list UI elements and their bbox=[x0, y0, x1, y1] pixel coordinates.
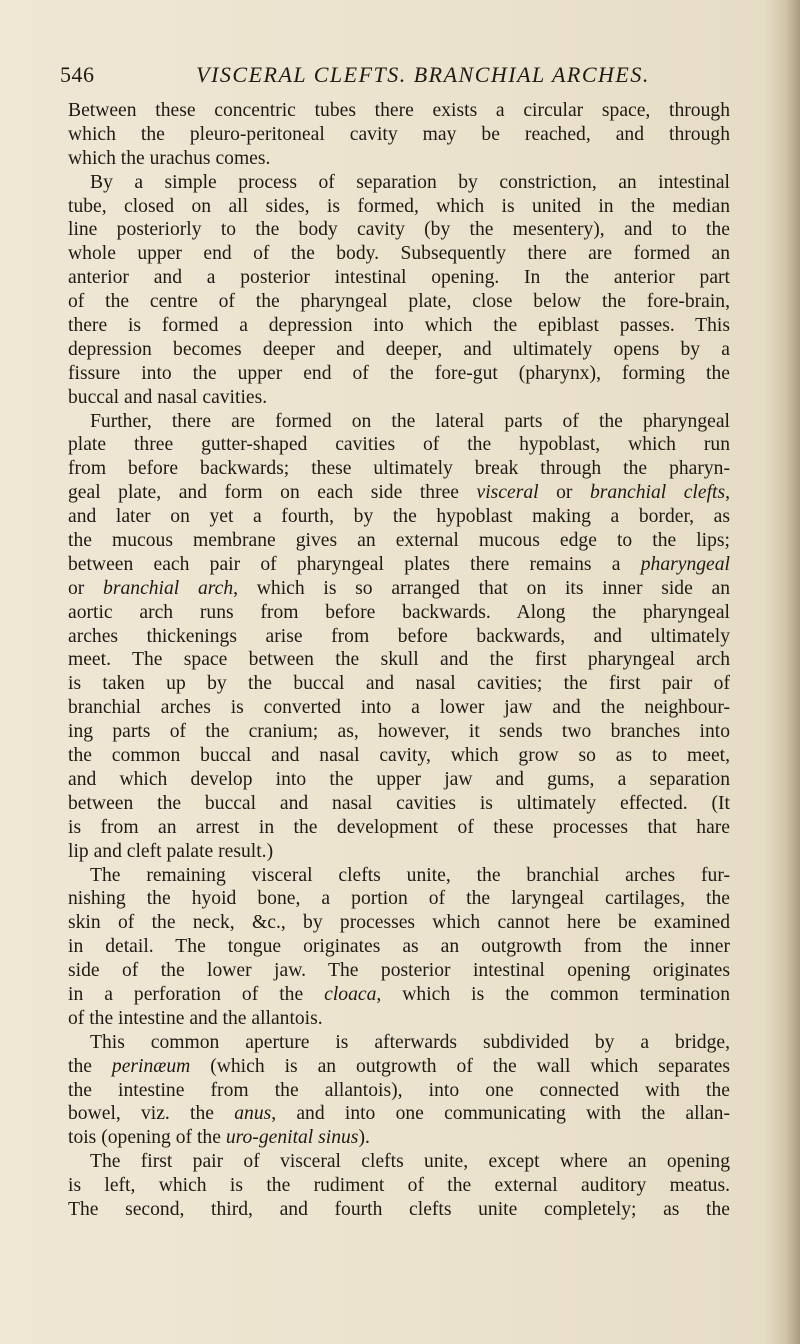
text-line bbox=[68, 887, 730, 911]
text-run: between the buccal and nasal cavities is ultimately effected. (It bbox=[68, 792, 730, 814]
text-run: arches thickenings arise from before backwards, and ultimately bbox=[68, 625, 730, 647]
text-line bbox=[68, 457, 730, 481]
text-run: whole upper end of the body. Subsequently there are formed an bbox=[68, 243, 730, 265]
text-run: the bbox=[68, 1055, 112, 1077]
text-run: is from an arrest in the development of these processes that hare bbox=[68, 816, 730, 838]
text-run: in a perforation of the bbox=[68, 983, 325, 1005]
text-run: skin of the neck, &c., by processes which cannot here be examined bbox=[68, 912, 730, 934]
text-line bbox=[68, 768, 730, 792]
text-run: branchial arches is converted into a lower jaw and the neighbour- bbox=[68, 697, 730, 719]
text-run: By a simple process of separation by constriction, an intestinal bbox=[90, 171, 730, 193]
text-line bbox=[68, 911, 730, 935]
text-run: there is formed a depression into which the epiblast passes. This bbox=[68, 315, 730, 337]
text-line bbox=[68, 386, 730, 410]
text-run: fissure into the upper end of the fore-gut (pharynx), forming the bbox=[68, 362, 730, 384]
italic-term: anus bbox=[234, 1103, 272, 1125]
italic-term: branchial arch bbox=[103, 577, 234, 599]
text-line bbox=[68, 744, 730, 768]
text-run: from before backwards; these ultimately break through the pharyn- bbox=[68, 458, 730, 480]
text-line bbox=[68, 959, 730, 983]
text-run: is taken up by the buccal and nasal cavities; the first pair of bbox=[68, 673, 730, 695]
text-line bbox=[68, 1126, 730, 1150]
text-line bbox=[68, 433, 730, 457]
text-line bbox=[68, 1079, 730, 1103]
text-run: Between these concentric tubes there exists a circular space, through bbox=[68, 100, 730, 121]
text-run: , and into one communicating with the allan- bbox=[271, 1103, 730, 1125]
text-line bbox=[68, 1174, 730, 1198]
text-line bbox=[68, 481, 730, 505]
text-run: , which is the common termination bbox=[376, 983, 730, 1005]
text-line bbox=[68, 1055, 730, 1079]
italic-term: pharyngeal bbox=[640, 553, 730, 575]
italic-term: perinæum bbox=[111, 1055, 191, 1077]
text-run: buccal and nasal cavities. bbox=[68, 386, 268, 408]
text-line bbox=[68, 505, 730, 529]
text-run: , which is so arranged that on its inner side an bbox=[233, 577, 730, 599]
text-run: The first pair of visceral clefts unite, except where an opening bbox=[90, 1151, 730, 1173]
text-run: lip and cleft palate result.) bbox=[68, 840, 274, 862]
text-line bbox=[68, 696, 730, 720]
text-line bbox=[68, 816, 730, 840]
text-line bbox=[68, 123, 730, 147]
text-line bbox=[68, 171, 730, 195]
text-run: plate three gutter-shaped cavities of the hypoblast, which run bbox=[68, 434, 730, 456]
text-line bbox=[68, 577, 730, 601]
text-run: which the urachus comes. bbox=[68, 147, 271, 169]
page-header bbox=[60, 62, 740, 96]
text-line bbox=[68, 792, 730, 816]
text-line bbox=[68, 99, 730, 123]
text-line bbox=[68, 1007, 730, 1031]
italic-term: branchial clefts bbox=[590, 482, 726, 504]
text-run: depression becomes deeper and deeper, and ultimately opens by a bbox=[68, 338, 730, 360]
text-line bbox=[68, 314, 730, 338]
text-run: or bbox=[538, 482, 590, 504]
text-line bbox=[68, 529, 730, 553]
text-run: in detail. The tongue originates as an outgrowth from the inner bbox=[68, 936, 730, 958]
text-run: ing parts of the cranium; as, however, it sends two branches into bbox=[68, 721, 730, 743]
text-run: Further, there are formed on the lateral parts of the pharyngeal bbox=[90, 410, 730, 432]
text-run: the intestine from the allantois), into one connected with the bbox=[68, 1079, 730, 1101]
text-run: geal plate, and form on each side three bbox=[68, 482, 477, 504]
text-line bbox=[68, 625, 730, 649]
text-run: between each pair of pharyngeal plates there remains a bbox=[68, 553, 641, 575]
text-line bbox=[68, 935, 730, 959]
text-run: The remaining visceral clefts unite, the branchial arches fur- bbox=[90, 864, 730, 886]
text-run: and which develop into the upper jaw and gums, a separation bbox=[68, 768, 730, 790]
page-number: 546 bbox=[60, 62, 95, 87]
text-line bbox=[68, 1150, 730, 1174]
body-text bbox=[68, 99, 730, 1222]
text-line bbox=[68, 864, 730, 888]
text-line bbox=[68, 1031, 730, 1055]
text-line bbox=[68, 195, 730, 219]
text-run: the mucous membrane gives an external mucous edge to the lips; bbox=[68, 530, 730, 552]
text-line bbox=[68, 338, 730, 362]
text-run: or bbox=[68, 577, 104, 599]
text-run: and later on yet a fourth, by the hypoblast making a border, as bbox=[68, 506, 730, 528]
text-run: ). bbox=[358, 1127, 370, 1149]
italic-term: visceral bbox=[476, 482, 539, 504]
text-run: This common aperture is afterwards subdivided by a bridge, bbox=[90, 1031, 730, 1053]
text-run: the common buccal and nasal cavity, which grow so as to meet, bbox=[68, 745, 730, 767]
text-line bbox=[68, 601, 730, 625]
text-run: line posteriorly to the body cavity (by the mesentery), and to the bbox=[68, 219, 730, 241]
text-run: tois (opening of the bbox=[68, 1127, 226, 1149]
text-run: anterior and a posterior intestinal opening. In the anterior part bbox=[68, 267, 730, 289]
text-line bbox=[68, 362, 730, 386]
text-line bbox=[68, 983, 730, 1007]
page-edge-shadow bbox=[764, 0, 800, 1344]
text-run: , bbox=[725, 482, 730, 504]
text-run: meet. The space between the skull and the first pharyngeal arch bbox=[68, 649, 730, 671]
text-line bbox=[68, 290, 730, 314]
text-line bbox=[68, 1198, 730, 1222]
text-line bbox=[68, 410, 730, 434]
running-title: VISCERAL CLEFTS. BRANCHIAL ARCHES. bbox=[196, 62, 650, 87]
text-line bbox=[68, 648, 730, 672]
text-line bbox=[68, 553, 730, 577]
text-line bbox=[68, 840, 730, 864]
text-run: aortic arch runs from before backwards. Along the pharyngeal bbox=[68, 601, 730, 623]
text-run: of the intestine and the allantois. bbox=[68, 1007, 323, 1029]
text-run: (which is an outgrowth of the wall which separates bbox=[190, 1055, 730, 1077]
text-run: side of the lower jaw. The posterior intestinal opening originates bbox=[68, 960, 730, 982]
text-run: The second, third, and fourth clefts unite completely; as the bbox=[68, 1198, 730, 1220]
text-line bbox=[68, 147, 730, 171]
text-run: bowel, viz. the bbox=[68, 1103, 235, 1125]
text-line bbox=[68, 218, 730, 242]
text-line bbox=[68, 1102, 730, 1126]
text-run: tube, closed on all sides, is formed, which is united in the median bbox=[68, 195, 730, 217]
text-line bbox=[68, 242, 730, 266]
italic-term: uro-genital sinus bbox=[225, 1127, 359, 1149]
text-run: is left, which is the rudiment of the external auditory meatus. bbox=[68, 1175, 730, 1197]
text-line bbox=[68, 720, 730, 744]
text-line bbox=[68, 266, 730, 290]
text-run: nishing the hyoid bone, a portion of the laryngeal cartilages, the bbox=[68, 888, 730, 910]
text-line bbox=[68, 672, 730, 696]
text-run: which the pleuro-peritoneal cavity may be reached, and through bbox=[68, 123, 730, 145]
italic-term: cloaca bbox=[324, 983, 377, 1005]
text-run: of the centre of the pharyngeal plate, close below the fore-brain, bbox=[68, 291, 730, 313]
